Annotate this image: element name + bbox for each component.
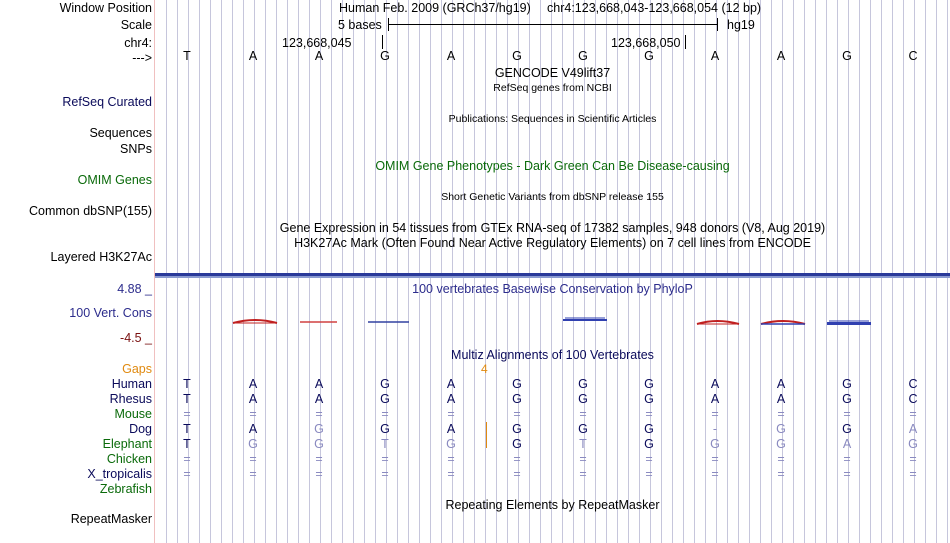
coordinate-tick-2: 123,668,050 [611, 36, 681, 50]
alignment-base: G [908, 437, 918, 451]
coordinate-tick-2-mark [685, 35, 686, 49]
reference-base: G [380, 49, 390, 63]
alignment-base: G [578, 377, 588, 391]
reference-base: C [908, 49, 918, 63]
snps-track-label[interactable]: SNPs [120, 142, 152, 156]
omim-track-title[interactable]: OMIM Gene Phenotypes - Dark Green Can Be Disease-causing [375, 159, 730, 173]
coordinate-tick-1-mark [382, 35, 383, 49]
alignment-base: A [446, 422, 456, 436]
coordinate-tick-1: 123,668,045 [282, 36, 352, 50]
gencode-track-title[interactable]: GENCODE V49lift37 [494, 66, 611, 80]
alignment-base: G [578, 422, 588, 436]
alignment-base: T [183, 392, 191, 406]
alignment-base: = [579, 407, 587, 421]
refseq-track-subtitle[interactable]: RefSeq genes from NCBI [493, 82, 612, 94]
alignment-base: = [777, 452, 785, 466]
alignment-base: A [248, 377, 258, 391]
alignment-base: T [381, 437, 389, 451]
assembly-name: Human Feb. 2009 (GRCh37/hg19) [339, 1, 531, 15]
alignment-base: = [183, 467, 191, 481]
alignment-base: A [446, 392, 456, 406]
gap-count: 4 [481, 362, 488, 376]
dbsnp-track-label[interactable]: Common dbSNP(155) [29, 204, 152, 218]
alignment-base: = [777, 407, 785, 421]
species-label-elephant[interactable]: Elephant [102, 437, 152, 451]
alignment-base: = [315, 407, 323, 421]
conservation-min-value: -4.5 _ [120, 331, 152, 345]
alignment-base: = [315, 452, 323, 466]
alignment-base: = [183, 407, 191, 421]
alignment-base: G [512, 377, 522, 391]
alignment-base: = [843, 467, 851, 481]
strand-label: ---> [132, 51, 152, 65]
alignment-base: G [710, 437, 720, 451]
alignment-base: = [381, 467, 389, 481]
alignment-base: A [776, 392, 786, 406]
alignment-base: = [315, 467, 323, 481]
alignment-base: A [710, 392, 720, 406]
alignment-base: = [711, 452, 719, 466]
species-label-human[interactable]: Human [111, 377, 152, 391]
dbsnp-track-title[interactable]: Short Genetic Variants from dbSNP release 155 [441, 191, 664, 203]
alignment-base: - [712, 422, 718, 436]
alignment-base: = [447, 467, 455, 481]
position-readout: chr4:123,668,043-123,668,054 (12 bp) [547, 1, 762, 15]
alignment-base: = [843, 407, 851, 421]
alignment-base: A [314, 377, 324, 391]
reference-base: A [248, 49, 258, 63]
alignment-base: T [183, 437, 191, 451]
alignment-base: = [711, 407, 719, 421]
repeatmasker-track-label[interactable]: RepeatMasker [70, 512, 152, 526]
omim-track-label[interactable]: OMIM Genes [77, 173, 152, 187]
conservation-signal [155, 312, 950, 332]
reference-base: A [776, 49, 786, 63]
h3k27ac-signal-underlay [155, 276, 950, 278]
alignment-base: A [908, 422, 918, 436]
alignment-base: = [249, 407, 257, 421]
refseq-track-label[interactable]: RefSeq Curated [62, 95, 152, 109]
alignment-base: T [183, 377, 191, 391]
alignment-base: = [249, 452, 257, 466]
alignment-base: G [314, 437, 324, 451]
alignment-base: = [777, 467, 785, 481]
alignment-base: G [380, 377, 390, 391]
conservation-track-title[interactable]: 100 vertebrates Basewise Conservation by PhyloP [412, 282, 693, 296]
species-label-mouse[interactable]: Mouse [114, 407, 152, 421]
alignment-base: A [248, 392, 258, 406]
reference-base: A [446, 49, 456, 63]
gaps-label: Gaps [122, 362, 152, 376]
alignment-base: G [644, 437, 654, 451]
alignment-base: G [446, 437, 456, 451]
alignment-base: = [579, 452, 587, 466]
reference-base: A [710, 49, 720, 63]
alignment-base: T [183, 422, 191, 436]
scale-label: Scale [120, 18, 152, 32]
scale-bar [388, 18, 718, 32]
reference-base: G [644, 49, 654, 63]
publications-track-title[interactable]: Publications: Sequences in Scientific Articles [448, 113, 657, 125]
alignment-base: G [380, 392, 390, 406]
alignment-base: = [645, 452, 653, 466]
alignment-base: = [183, 452, 191, 466]
species-label-zebrafish[interactable]: Zebrafish [99, 482, 152, 496]
alignment-base: A [776, 377, 786, 391]
alignment-base: A [842, 437, 852, 451]
h3k27ac-track-title[interactable]: H3K27Ac Mark (Often Found Near Active Regulatory Elements) on 7 cell lines from ENCODE [294, 236, 811, 250]
alignment-base: = [645, 467, 653, 481]
chrom-label: chr4: [124, 36, 152, 50]
alignment-base: = [381, 452, 389, 466]
repeatmasker-track-title[interactable]: Repeating Elements by RepeatMasker [445, 498, 660, 512]
alignment-base: A [446, 377, 456, 391]
alignment-base: G [644, 422, 654, 436]
alignment-base: T [579, 437, 587, 451]
alignment-base: C [908, 392, 918, 406]
alignment-base: = [909, 407, 917, 421]
scale-db: hg19 [727, 18, 755, 32]
multiz-track-title[interactable]: Multiz Alignments of 100 Vertebrates [451, 348, 654, 362]
alignment-base: G [842, 392, 852, 406]
alignment-base: = [249, 467, 257, 481]
alignment-base: = [909, 467, 917, 481]
alignment-base: G [314, 422, 324, 436]
alignment-base: G [578, 392, 588, 406]
alignment-base: = [645, 407, 653, 421]
alignment-base: = [381, 407, 389, 421]
alignment-base: C [908, 377, 918, 391]
reference-base: T [183, 49, 191, 63]
alignment-base: A [248, 422, 258, 436]
alignment-base: = [513, 407, 521, 421]
species-label-x_tropicalis[interactable]: X_tropicalis [87, 467, 152, 481]
alignment-base: = [711, 467, 719, 481]
alignment-base: G [776, 437, 786, 451]
alignment-base: A [710, 377, 720, 391]
alignment-base: = [513, 452, 521, 466]
alignment-base: G [512, 437, 522, 451]
species-label-rhesus[interactable]: Rhesus [109, 392, 152, 406]
alignment-base: = [447, 452, 455, 466]
alignment-base: G [644, 377, 654, 391]
h3k27ac-track-label[interactable]: Layered H3K27Ac [50, 250, 152, 264]
window-position-label: Window Position [59, 1, 152, 15]
gtex-track-title[interactable]: Gene Expression in 54 tissues from GTEx RNA-seq of 17382 samples, 948 donors (V8, Aug 2019) [279, 221, 826, 235]
scale-text: 5 bases [338, 18, 382, 32]
alignment-base: G [842, 377, 852, 391]
alignment-base: G [776, 422, 786, 436]
alignment-base: = [447, 407, 455, 421]
conservation-track-label[interactable]: 100 Vert. Cons [69, 306, 152, 320]
alignment-base: = [843, 452, 851, 466]
alignment-base: G [512, 422, 522, 436]
gap-marker [486, 422, 487, 448]
species-label-dog[interactable]: Dog [129, 422, 152, 436]
conservation-max-value: 4.88 _ [117, 282, 152, 296]
alignment-base: G [644, 392, 654, 406]
alignment-base: G [380, 422, 390, 436]
alignment-base: G [512, 392, 522, 406]
alignment-base: = [579, 467, 587, 481]
reference-base: G [512, 49, 522, 63]
species-label-chicken[interactable]: Chicken [106, 452, 152, 466]
reference-base: G [842, 49, 852, 63]
reference-base: A [314, 49, 324, 63]
alignment-base: = [513, 467, 521, 481]
sequences-track-label[interactable]: Sequences [89, 126, 152, 140]
alignment-base: G [842, 422, 852, 436]
alignment-base: A [314, 392, 324, 406]
reference-base: G [578, 49, 588, 63]
alignment-base: = [909, 452, 917, 466]
alignment-base: G [248, 437, 258, 451]
